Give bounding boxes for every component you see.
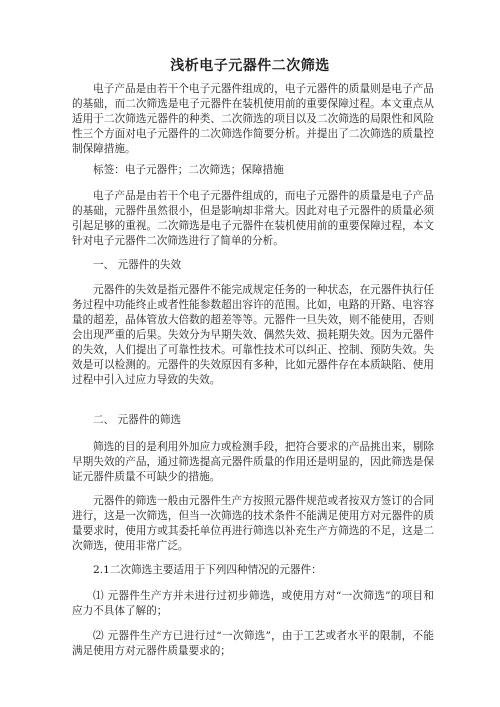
section-2-heading: 二、 元器件的筛选 (93, 414, 182, 426)
section-2-paragraph-1: 筛选的目的是利用外加应力或检测手段，把符合要求的产品挑出来，剔除早期失效的产品，通过筛选提高元器件质量的作用还是明显的，因此筛选是保证元器件质量不可缺少的措施。 (72, 441, 434, 483)
list-item-1: ⑴ 元器件生产方并未进行过初步筛选，或使用方对“一次筛选”的项目和应力不具体了解的； (72, 590, 434, 617)
section-2-paragraph-2: 元器件的筛选一般由元器件生产方按照元器件规范或者按双方签订的合同进行，这是一次筛选，但当一次筛选的技术条件不能满足使用方对元器件的质量要求时，使用方或其委托单位再进行筛选以补充生产方筛选的不足，这是二次筛选，使用非常广泛。 (72, 495, 434, 552)
keywords-line: 标签：电子元器件；二次筛选；保障措施 (93, 164, 284, 176)
section-2-1-heading: 2.1二次筛选主要适用于下列四种情况的元器件： (93, 564, 322, 576)
document-title: 浅析电子元器件二次筛选 (170, 58, 330, 74)
intro-paragraph: 电子产品是由若干个电子元器件组成的，而电子元器件的质量是电子产品的基础，元器件虽然很小，但是影响却非常大。因此对电子元器件的质量必须引起足够的重视。二次筛选是电子元器件在装机使用前的重要保障过程，本文针对电子元器件二次筛选进行了简单的分析。 (72, 190, 434, 247)
section-1-heading: 一、 元器件的失效 (93, 259, 182, 271)
section-1-body: 元器件的失效是指元器件不能完成规定任务的一种状态，在元器件执行任务过程中功能终止或者性能参数超出容许的范围。比如，电路的开路、电容容量的超差，晶体管放大倍数的超差等等。元器件一旦失效，则不能使用，否则会出现严重的后果。失效分为早期失效、偶然失效、损耗期失效。因为元器件的失效，人们提出了可靠性技术。可靠性技术可以纠正、控制、预防失效。失效是可以检测的。元器件的失效原因有多种，比如元器件存在本质缺陷、使用过程中引入过应力导致的失效。 (72, 284, 434, 386)
abstract-paragraph: 电子产品是由若干个电子元器件组成的，电子元器件的质量则是电子产品的基础，而二次筛选是电子元器件在装机使用前的重要保障过程。本文重点从适用于二次筛选元器件的种类、二次筛选的项目以及二次筛选的局限性和风险性三个方面对电子元器件的二次筛选作简要分析。并提出了二次筛选的质量控制保障措施。 (72, 83, 434, 155)
list-item-2: ⑵ 元器件生产方已进行过“一次筛选”，由于工艺或者水平的限制，不能满足使用方对元器件质量要求的； (72, 630, 434, 657)
